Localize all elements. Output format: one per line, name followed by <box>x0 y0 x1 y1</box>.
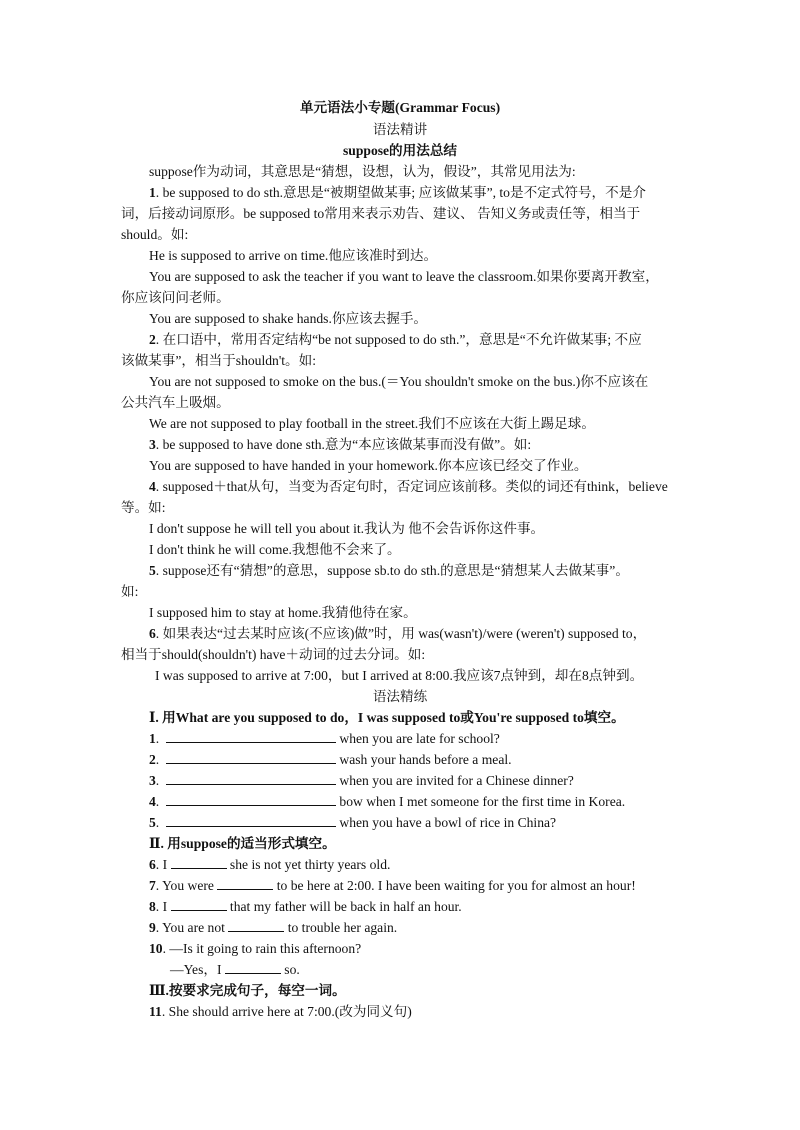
answer-blank[interactable] <box>228 918 284 932</box>
example-sentence-cont: 公共汽车上吸烟。 <box>121 395 230 410</box>
question-10 <box>149 939 361 959</box>
example-sentence: You are supposed to have handed in your homework.你本应该已经交了作业。 <box>149 458 588 473</box>
rule-1-line-1 <box>149 183 719 203</box>
rule-text: . be supposed to do sth.意思是“被期望做某事; 应该做某事”, to是不定式符号，不是介 <box>155 185 646 200</box>
part-1-heading: Ⅰ. 用What are you supposed to do，I was supposed to或You're supposed to填空。 <box>149 710 625 725</box>
rule-number: 1 <box>149 185 156 200</box>
question-2: 2. wash your hands before a meal. <box>149 752 512 767</box>
rule-number: 4 <box>149 479 156 494</box>
rule-4-line-2: 等。如: <box>121 500 166 515</box>
question-10-reply <box>170 960 300 980</box>
rule-number: 6 <box>149 626 156 641</box>
question-number: 6 <box>149 857 156 872</box>
question-number: 8 <box>149 899 156 914</box>
question-5: 5. when you have a bowl of rice in China? <box>149 815 557 830</box>
rule-text: . suppose还有“猜想”的意思，suppose sb.to do sth.的意思是“猜想某人去做某事”。 <box>155 563 629 578</box>
rule-2-line-2: 该做某事”，相当于shouldn't。如: <box>121 353 317 368</box>
answer-blank[interactable] <box>166 771 336 785</box>
question-text: so. <box>280 962 300 977</box>
example-sentence: You are supposed to shake hands.你应该去握手。 <box>149 311 428 326</box>
example-sentence: I supposed him to stay at home.我猜他待在家。 <box>149 605 417 620</box>
question-text: to trouble her again. <box>284 920 398 935</box>
answer-blank[interactable] <box>166 750 336 764</box>
answer-blank[interactable] <box>171 855 227 869</box>
question-text: to be here at 2:00. I have been waiting for you for almost an hour! <box>273 878 636 893</box>
question-text: —Yes，I <box>170 962 225 977</box>
rule-number: 5 <box>149 563 156 578</box>
question-number: 5 <box>149 815 156 830</box>
part-2-heading: Ⅱ. 用suppose的适当形式填空。 <box>149 836 336 851</box>
rule-number: 3 <box>149 437 156 452</box>
question-text: . I <box>155 857 171 872</box>
question-8 <box>149 897 462 917</box>
rule-2-line-1 <box>149 330 719 350</box>
topic-subtitle: suppose的用法总结 <box>342 143 458 158</box>
example-sentence: You are supposed to ask the teacher if you want to leave the classroom.如果你要离开教室， <box>149 269 659 284</box>
answer-blank[interactable] <box>166 792 336 806</box>
question-text: wash your hands before a meal. <box>336 752 512 767</box>
answer-blank[interactable] <box>217 876 273 890</box>
rule-6-line-2: 相当于should(shouldn't) have＋动词的过去分词。如: <box>121 647 426 662</box>
question-text: that my father will be back in half an hour. <box>226 899 462 914</box>
rule-text: . supposed＋that从句，当变为否定句时，否定词应该前移。类似的词还有think，believe <box>155 479 668 494</box>
question-text: when you are invited for a Chinese dinner? <box>336 773 574 788</box>
question-7 <box>149 876 636 896</box>
rule-1-line-2: 词，后接动词原形。be supposed to常用来表示劝告、建议、 告知义务或责任等，相当于 <box>121 206 641 221</box>
answer-blank[interactable] <box>166 813 336 827</box>
question-text: . She should arrive here at 7:00.(改为同义句) <box>161 1004 412 1019</box>
rule-text: . be supposed to have done sth.意为“本应该做某事而没有做”。如: <box>155 437 532 452</box>
question-3: 3. when you are invited for a Chinese dinner? <box>149 773 574 788</box>
rule-5-line-1 <box>149 561 719 581</box>
question-text: she is not yet thirty years old. <box>226 857 391 872</box>
page-title: 单元语法小专题(Grammar Focus) <box>299 100 501 115</box>
answer-blank[interactable] <box>225 960 281 974</box>
question-number: 2 <box>149 752 156 767</box>
question-text: when you are late for school? <box>336 731 500 746</box>
rule-1-line-3: should。如: <box>121 227 189 242</box>
example-sentence: I don't suppose he will tell you about it.我认为 他不会告诉你这件事。 <box>149 521 545 536</box>
part-3-heading: Ⅲ.按要求完成句子，每空一词。 <box>149 983 346 998</box>
question-text: when you have a bowl of rice in China? <box>336 815 557 830</box>
question-number: 7 <box>149 878 156 893</box>
question-4: 4. bow when I met someone for the first time in Korea. <box>149 794 626 809</box>
answer-blank[interactable] <box>166 729 336 743</box>
rule-text: . 在口语中，常用否定结构“be not supposed to do sth.”，意思是“不允许做某事; 不应 <box>155 332 642 347</box>
question-text: . I <box>155 899 171 914</box>
question-number: 1 <box>149 731 156 746</box>
question-number: 3 <box>149 773 156 788</box>
question-9 <box>149 918 397 938</box>
section-heading-practice: 语法精练 <box>372 689 428 704</box>
question-text: bow when I met someone for the first time in Korea. <box>336 794 626 809</box>
question-1: 1. when you are late for school? <box>149 731 500 746</box>
question-text: . You were <box>155 878 218 893</box>
question-11 <box>149 1002 412 1022</box>
question-number: 11 <box>149 1004 162 1019</box>
question-6 <box>149 855 390 875</box>
section-heading-explanation: 语法精讲 <box>372 122 428 137</box>
example-sentence: He is supposed to arrive on time.他应该准时到达。 <box>149 248 438 263</box>
question-text: . You are not <box>155 920 229 935</box>
example-sentence: We are not supposed to play football in the street.我们不应该在大街上踢足球。 <box>149 416 595 431</box>
question-number: 4 <box>149 794 156 809</box>
question-number: 9 <box>149 920 156 935</box>
example-sentence: I don't think he will come.我想他不会来了。 <box>149 542 401 557</box>
rule-5-line-2: 如: <box>121 584 139 599</box>
example-sentence-cont: 你应该问问老师。 <box>121 290 230 305</box>
answer-blank[interactable] <box>171 897 227 911</box>
rule-3-line-1 <box>149 435 719 455</box>
rule-6-line-1 <box>149 624 719 644</box>
question-number: 10 <box>149 941 163 956</box>
question-text: . —Is it going to rain this afternoon? <box>162 941 362 956</box>
rule-4-line-1 <box>149 477 719 497</box>
rule-number: 2 <box>149 332 156 347</box>
rule-text: . 如果表达“过去某时应该(不应该)做”时，用 was(wasn't)/were (weren't) supposed to， <box>155 626 647 641</box>
intro-text: suppose作为动词，其意思是“猜想，设想，认为，假设”，其常见用法为: <box>149 164 576 179</box>
example-sentence: I was supposed to arrive at 7:00，but I arrived at 8:00.我应该7点钟到，却在8点钟到。 <box>155 668 644 683</box>
example-sentence: You are not supposed to smoke on the bus.(＝You shouldn't smoke on the bus.)你不应该在 <box>149 374 649 389</box>
